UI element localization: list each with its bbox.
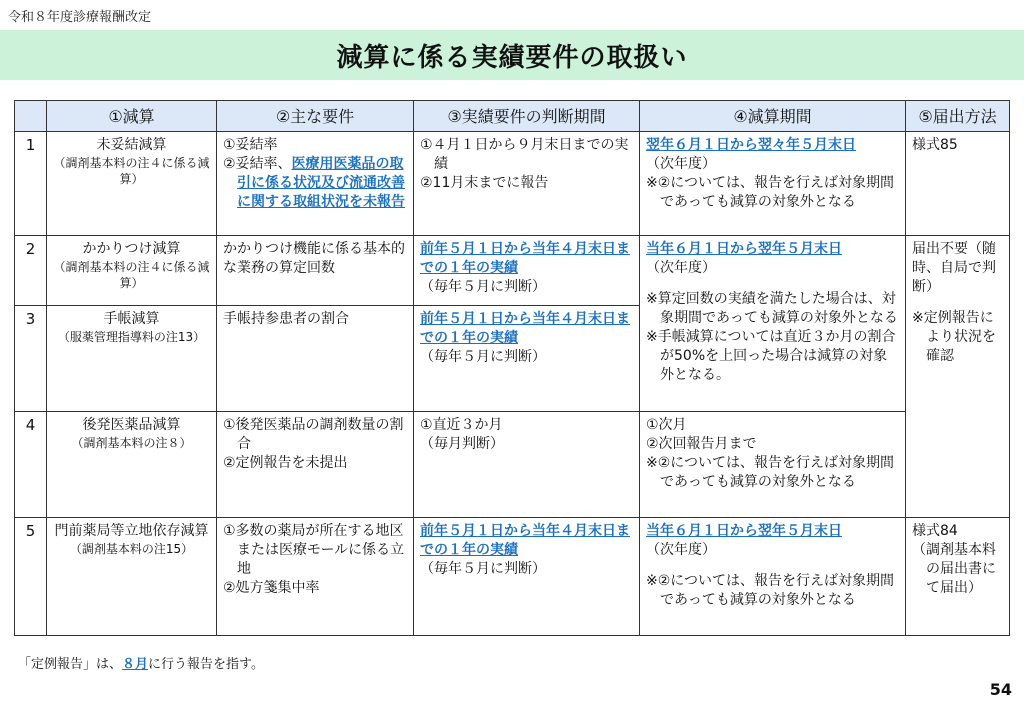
period-highlight: 前年５月１日から当年４月末日までの１年の実績 (420, 523, 630, 558)
requirement-highlight: 医療用医薬品の取引に係る状況及び流通改善に関する取組状況を未報告 (237, 156, 405, 210)
reduction-period-note: ※②については、報告を行えば対象期間であっても減算の対象外となる (646, 573, 895, 608)
reduction-name-sub: （調剤基本料の注15） (69, 542, 194, 556)
period-highlight: 前年５月１日から当年４月末日までの１年の実績 (420, 241, 630, 276)
reduction-period-line: ①次月 (646, 417, 687, 433)
reduction-name-sub: （服薬管理指導料の注13） (57, 330, 206, 344)
requirement-line: ②処方箋集中率 (223, 580, 320, 596)
filing-method-note: ※定例報告により状況を確認 (912, 310, 996, 364)
judgment-period-cell (414, 412, 640, 518)
page-title: 減算に係る実績要件の取扱い (336, 42, 688, 73)
footer-note-text: に行う報告を指す。 (148, 657, 264, 672)
period-note: （毎年５月に判断） (420, 561, 546, 577)
reduction-period-line: （次年度） (646, 156, 716, 172)
footer-note-highlight: ８月 (122, 657, 149, 672)
requirement-line: ②定例報告を未提出 (223, 455, 348, 471)
reduction-name-cell (47, 412, 217, 518)
row-number: 1 (15, 132, 47, 236)
reduction-name: 未妥結減算 (96, 137, 167, 153)
filing-method-line: 様式84 (912, 523, 958, 539)
reduction-name-cell (47, 306, 217, 412)
requirement-cell (217, 518, 414, 636)
reduction-period-note: ※算定回数の実績を満たした場合は、対象期間であっても減算の対象外となる (646, 291, 898, 326)
reduction-period-note: ※手帳減算については直近３か月の割合が50%を上回った場合は減算の対象外となる。 (646, 329, 896, 383)
row-number: 5 (15, 518, 47, 636)
filing-method-note: （調剤基本料の届出書にて届出） (912, 542, 996, 596)
requirement-line: ①妥結率 (223, 137, 278, 153)
reduction-name: 後発医薬品減算 (82, 417, 181, 433)
period-highlight: 前年５月１日から当年４月末日までの１年の実績 (420, 311, 630, 346)
filing-method-cell (906, 518, 1010, 636)
table-header-row (15, 101, 1010, 132)
reduction-period-cell (640, 412, 906, 518)
reduction-name: 手帳減算 (103, 311, 160, 327)
table-row (15, 412, 1010, 518)
reduction-period-cell (640, 236, 906, 412)
requirement-line (223, 155, 407, 212)
reduction-period-note: ※②については、報告を行えば対象期間であっても減算の対象外となる (646, 455, 895, 490)
period-line: ②11月末までに報告 (420, 175, 549, 191)
reduction-name-sub: （調剤基本料の注４に係る減算） (53, 156, 210, 186)
row-number: 2 (15, 236, 47, 306)
reduction-period-line: （次年度） (646, 542, 716, 558)
title-band (0, 30, 1024, 80)
reduction-period-cell (640, 132, 906, 236)
reduction-period-highlight: 当年６月１日から翌年５月末日 (646, 523, 842, 539)
judgment-period-cell (414, 132, 640, 236)
requirement-cell (217, 132, 414, 236)
judgment-period-cell (414, 236, 640, 306)
table-row (15, 518, 1010, 636)
period-note: （毎年５月に判断） (420, 279, 546, 295)
requirement-line: ①後発医薬品の調剤数量の割合 (223, 417, 404, 452)
reduction-table (14, 100, 1010, 636)
reduction-period-highlight: 翌年６月１日から翌々年５月末日 (646, 137, 856, 153)
period-line: ①４月１日から９月末日までの実績 (420, 137, 629, 172)
col-header-num (15, 101, 47, 132)
footer-note (18, 653, 264, 672)
requirement-cell (217, 412, 414, 518)
filing-method-cell (906, 236, 1010, 518)
reduction-name-sub: （調剤基本料の注８） (71, 436, 192, 450)
filing-method-cell: 様式85 (906, 132, 1010, 236)
period-line: （毎月判断） (420, 436, 504, 452)
filing-method-line: 届出不要（随時、自局で判断） (912, 241, 996, 295)
reduction-period-highlight: 当年６月１日から翌年５月末日 (646, 241, 842, 257)
row-number: 3 (15, 306, 47, 412)
col-header-reduction: ①減算 (47, 101, 217, 132)
reduction-name: 門前薬局等立地依存減算 (54, 523, 209, 539)
page-number: 54 (989, 680, 1012, 699)
reduction-period-cell (640, 518, 906, 636)
reduction-period-line: ②次回報告月まで (646, 436, 757, 452)
reduction-name: かかりつけ減算 (82, 241, 181, 257)
judgment-period-cell (414, 306, 640, 412)
col-header-requirement: ②主な要件 (217, 101, 414, 132)
requirement-text: ②妥結率、 (223, 156, 292, 172)
reduction-name-cell (47, 236, 217, 306)
col-header-judgment-period: ③実績要件の判断期間 (414, 101, 640, 132)
era-label: 令和８年度診療報酬改定 (8, 10, 152, 25)
row-number: 4 (15, 412, 47, 518)
reduction-period-line: （次年度） (646, 260, 716, 276)
period-note: （毎年５月に判断） (420, 349, 546, 365)
reduction-name-sub: （調剤基本料の注４に係る減算） (53, 260, 210, 290)
judgment-period-cell (414, 518, 640, 636)
requirement-cell: かかりつけ機能に係る基本的な業務の算定回数 (217, 236, 414, 306)
requirement-cell: 手帳持参患者の割合 (217, 306, 414, 412)
col-header-filing-method: ⑤届出方法 (906, 101, 1010, 132)
period-line: ①直近３か月 (420, 417, 503, 433)
col-header-reduction-period: ④減算期間 (640, 101, 906, 132)
table-row (15, 132, 1010, 236)
reduction-name-cell (47, 518, 217, 636)
footer-note-text: 「定例報告」は、 (18, 657, 123, 672)
reduction-period-note: ※②については、報告を行えば対象期間であっても減算の対象外となる (646, 175, 895, 210)
reduction-name-cell (47, 132, 217, 236)
requirement-line: ①多数の薬局が所在する地区または医療モールに係る立地 (223, 523, 405, 577)
table-row (15, 236, 1010, 306)
